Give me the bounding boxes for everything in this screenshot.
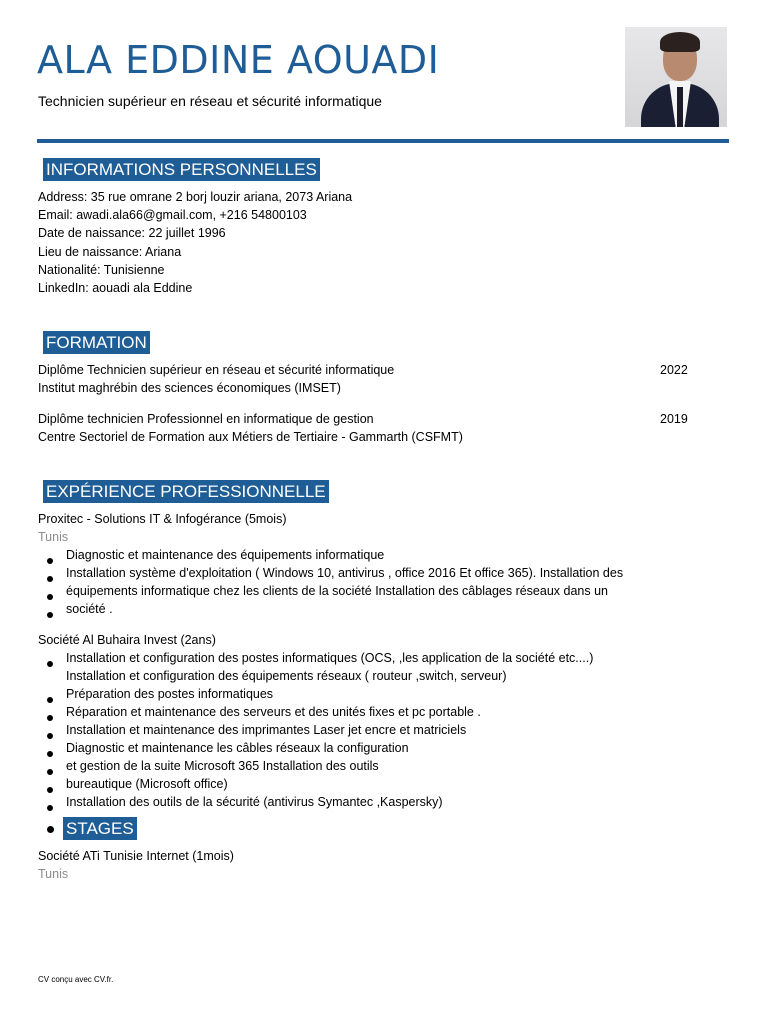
footer-credit: CV conçu avec CV.fr.: [38, 975, 114, 984]
job-bullet-text: Diagnostic et maintenance des équipements informatique: [66, 548, 385, 562]
personal-birthplace: Lieu de naissance: Ariana: [38, 245, 182, 259]
photo-hair-shape: [660, 32, 700, 52]
job-bullet-text: Installation et maintenance des imprimantes Laser jet encre et matriciels: [66, 723, 467, 737]
formation-degree: Diplôme Technicien supérieur en réseau et sécurité informatique: [38, 363, 395, 377]
job-bullet: [46, 741, 593, 759]
job-bullet-text: Réparation et maintenance des serveurs et des unités fixes et pc portable .: [66, 705, 481, 719]
bullet-dot-icon: [47, 787, 53, 793]
section-stages-title: STAGES: [63, 817, 137, 840]
job-bullet: [46, 566, 623, 584]
formation-school: Centre Sectoriel de Formation aux Métiers de Tertiaire - Gammarth (CSFMT): [38, 430, 463, 444]
job-bullet-text: société .: [66, 602, 113, 616]
job-bullet: [46, 777, 593, 795]
bullet-dot-icon: [47, 715, 53, 721]
job-bullet-text: équipements informatique chez les clients de la société Installation des câblages réseaux dans un: [66, 584, 608, 598]
job-bullet-text: bureautique (Microsoft office): [66, 777, 228, 791]
personal-linkedin: LinkedIn: aouadi ala Eddine: [38, 281, 193, 295]
bullet-dot-icon: [47, 576, 53, 582]
job-bullet-list: [46, 548, 623, 620]
stage-company: Société ATi Tunisie Internet (1mois): [38, 849, 234, 863]
candidate-name: ALA EDDINE AOUADI: [37, 38, 440, 82]
job-bullet: [46, 759, 593, 777]
formation-school: Institut maghrébin des sciences économiques (IMSET): [38, 381, 341, 395]
job-title: Proxitec - Solutions IT & Infogérance (5mois): [38, 512, 287, 526]
personal-nationality: Nationalité: Tunisienne: [38, 263, 165, 277]
job-city: Tunis: [38, 530, 69, 544]
job-bullet-text: Installation et configuration des postes informatiques (OCS, ,les application de la société etc....): [66, 651, 594, 665]
bullet-dot-icon: [47, 661, 53, 667]
job-bullet: [46, 795, 593, 813]
stage-city: Tunis: [38, 867, 69, 881]
personal-birthdate: Date de naissance: 22 juillet 1996: [38, 226, 226, 240]
bullet-dot-icon: [47, 697, 53, 703]
formation-year: 2022: [660, 363, 688, 377]
job-bullet-list: [46, 651, 593, 813]
candidate-subtitle: Technicien supérieur en réseau et sécurité informatique: [38, 93, 382, 109]
formation-degree: Diplôme technicien Professionnel en informatique de gestion: [38, 412, 374, 426]
job-bullet-text: Préparation des postes informatiques: [66, 687, 274, 701]
photo-tie-shape: [677, 87, 683, 127]
job-bullet: [46, 687, 593, 705]
job-bullet: [46, 651, 593, 669]
job-bullet: [46, 705, 593, 723]
section-experience-title: EXPÉRIENCE PROFESSIONNELLE: [43, 480, 329, 503]
header-divider: [37, 139, 729, 143]
section-personal-info-title: INFORMATIONS PERSONNELLES: [43, 158, 320, 181]
bullet-dot-icon: [47, 733, 53, 739]
bullet-dot-icon: [47, 805, 53, 811]
section-formation-title: FORMATION: [43, 331, 150, 354]
job-bullet-text: Diagnostic et maintenance les câbles réseaux la configuration: [66, 741, 409, 755]
bullet-dot-icon: [47, 826, 54, 833]
job-bullet-text: Installation des outils de la sécurité (antivirus Symantec ,Kaspersky): [66, 795, 443, 809]
job-bullet-text: Installation système d'exploitation ( Windows 10, antivirus , office 2016 Et office 365). Installation des: [66, 566, 624, 580]
job-bullet-text: Installation et configuration des équipements réseaux ( routeur ,switch, serveur): [66, 669, 507, 683]
job-bullet-text: et gestion de la suite Microsoft 365 Installation des outils: [66, 759, 379, 773]
job-bullet: [46, 723, 593, 741]
personal-email: Email: awadi.ala66@gmail.com, +216 54800103: [38, 208, 307, 222]
bullet-dot-icon: [47, 594, 53, 600]
job-title: Société Al Buhaira Invest (2ans): [38, 633, 216, 647]
bullet-dot-icon: [47, 612, 53, 618]
job-bullet: [46, 669, 593, 687]
bullet-dot-icon: [47, 751, 53, 757]
personal-address: Address: 35 rue omrane 2 borj louzir ariana, 2073 Ariana: [38, 190, 353, 204]
bullet-dot-icon: [47, 558, 53, 564]
job-bullet: [46, 548, 623, 566]
job-bullet: [46, 602, 623, 620]
job-bullet: [46, 584, 623, 602]
bullet-dot-icon: [47, 769, 53, 775]
formation-year: 2019: [660, 412, 688, 426]
profile-photo: [625, 27, 727, 127]
